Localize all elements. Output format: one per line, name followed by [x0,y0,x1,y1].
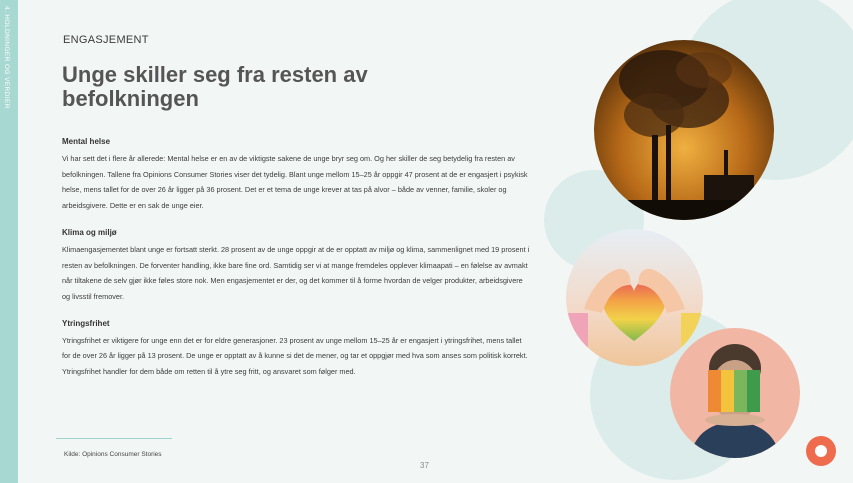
sidebar-label: 4. HOLDNINGER OG VERDIER [3,6,10,109]
footnote-divider [56,438,172,439]
source-footnote: Kilde: Opinions Consumer Stories [64,451,162,458]
person-rainbow-photo [670,328,800,458]
section-text: Ytringsfrihet er viktigere for unge enn det er for eldre generasjoner. 23 prosent av unge mellom 15–25 år er engasjert i ytringsfrihet, mens tallet for de over 26 år ligger på 13 prosent. De unge er opptatt av å kunne si det de mener, og tar et oppgjør med hva som anses som politisk korrekt. Ytringsfrihet handler for dem både om retten til å ytre seg fritt, og ansvaret som følger med. [62,335,528,377]
section-label: ENGASJEMENT [63,34,149,46]
section-text: Vi har sett det i flere år allerede: Mental helse er en av de viktigste sakene de unge bryr seg om. Og her skiller de seg betydelig fra resten av befolkningen. Tallene fra Opinions Consumer Stories viser det tydelig. Blant unge mellom 15–25 år oppgir 47 prosent at de er engasjert i psykisk helse, mens tallet for de over 26 år ligger på 36 prosent. Det er et tema de unge krever at tas på alvor – både av venner, familie, skoler og arbeidsgivere. Dette er en sak de unge eier. [62,154,528,211]
section-heading: Ytringsfrihet [62,318,110,328]
page-title: Unge skiller seg fra resten av befolkningen [62,62,368,111]
section-ytringsfrihet [62,318,532,380]
section-heading: Mental helse [62,137,111,146]
section-mental-helse [62,136,532,214]
heart-hands-photo [566,229,703,366]
factory-smoke-photo [594,40,774,220]
section-heading: Klima og miljø [62,227,117,237]
brand-logo-icon [806,436,836,466]
sidebar-strip [0,0,18,483]
section-text: Klimaengasjementet blant unge er fortsatt sterkt. 28 prosent av de unge oppgir at de er opptatt av miljø og klima, sammenlignet med 19 prosent i resten av befolkningen. De forventer handling, ikke bare fine ord. Samtidig ser vi at mange fremdeles opplever klimaapati – en følelse av avmakt når tiltakene de selv gjør ikke føles store nok. Men engasjementet er der, og det kommer til å forme hvordan de velger produkter, arbeidsgivere og livsstil fremover. [62,244,530,301]
page-number: 37 [420,461,429,470]
body-content [62,136,532,393]
section-klima-og-miljo [62,227,532,305]
